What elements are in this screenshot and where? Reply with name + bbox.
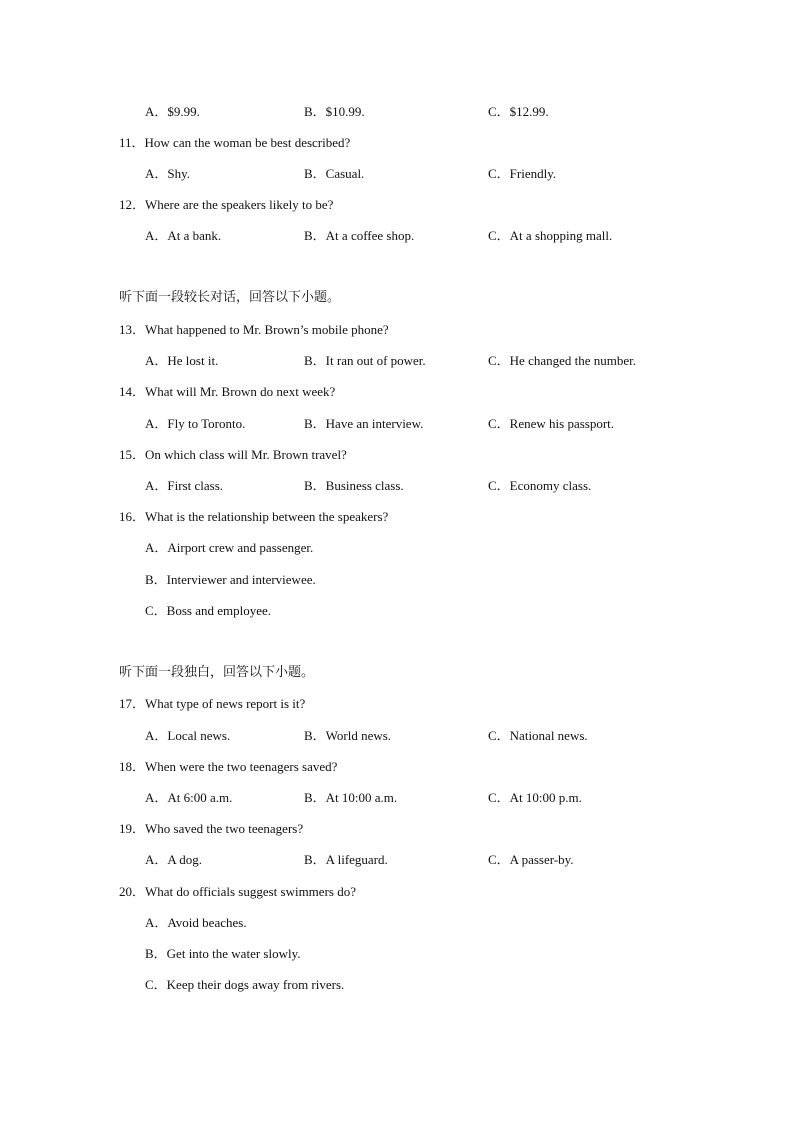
q10-option-a: A．$9.99.	[145, 104, 200, 119]
q20-option-b: B．Get into the water slowly.	[145, 946, 301, 961]
q12-option-a: A．At a bank.	[145, 228, 222, 243]
question-12: 12．Where are the speakers likely to be?	[119, 197, 334, 212]
q19-option-a: A．A dog.	[145, 852, 203, 867]
q12-option-c: C．At a shopping mall.	[488, 228, 613, 243]
q15-option-c: C．Economy class.	[488, 478, 592, 493]
q14-option-b: B．Have an interview.	[304, 416, 424, 431]
q13-option-c: C．He changed the number.	[488, 353, 637, 368]
question-18: 18．When were the two teenagers saved?	[119, 759, 338, 774]
question-19: 19．Who saved the two teenagers?	[119, 821, 304, 836]
question-14: 14．What will Mr. Brown do next week?	[119, 384, 336, 399]
q16-option-b: B．Interviewer and interviewee.	[145, 572, 316, 587]
q17-option-c: C．National news.	[488, 728, 588, 743]
q11-option-a: A．Shy.	[145, 166, 191, 181]
question-20: 20．What do officials suggest swimmers do?	[119, 884, 356, 899]
q12-option-b: B．At a coffee shop.	[304, 228, 415, 243]
q17-option-a: A．Local news.	[145, 728, 231, 743]
q18-option-b: B．At 10:00 a.m.	[304, 790, 398, 805]
question-17: 17．What type of news report is it?	[119, 696, 306, 711]
q15-option-a: A．First class.	[145, 478, 224, 493]
q18-option-a: A．At 6:00 a.m.	[145, 790, 233, 805]
q13-option-a: A．He lost it.	[145, 353, 219, 368]
q11-option-b: B．Casual.	[304, 166, 365, 181]
q14-option-c: C．Renew his passport.	[488, 416, 615, 431]
q14-option-a: A．Fly to Toronto.	[145, 416, 246, 431]
q16-option-a: A．Airport crew and passenger.	[145, 540, 314, 555]
q17-option-b: B．World news.	[304, 728, 392, 743]
question-13: 13．What happened to Mr. Brown’s mobile phone?	[119, 322, 389, 337]
q16-option-c: C．Boss and employee.	[145, 603, 272, 618]
section-header-monologue: 听下面一段独白，回答以下小题。	[119, 665, 315, 680]
question-16: 16．What is the relationship between the speakers?	[119, 509, 389, 524]
q13-option-b: B．It ran out of power.	[304, 353, 426, 368]
q18-option-c: C．At 10:00 p.m.	[488, 790, 582, 805]
question-11: 11．How can the woman be best described?	[119, 135, 351, 150]
section-header-dialogue: 听下面一段较长对话，回答以下小题。	[119, 290, 341, 305]
q20-option-a: A．Avoid beaches.	[145, 915, 247, 930]
q10-option-c: C．$12.99.	[488, 104, 549, 119]
q19-option-c: C．A passer-by.	[488, 852, 574, 867]
q11-option-c: C．Friendly.	[488, 166, 557, 181]
q19-option-b: B．A lifeguard.	[304, 852, 388, 867]
q20-option-c: C．Keep their dogs away from rivers.	[145, 977, 345, 992]
q10-option-b: B．$10.99.	[304, 104, 365, 119]
question-15: 15．On which class will Mr. Brown travel?	[119, 447, 347, 462]
q15-option-b: B．Business class.	[304, 478, 404, 493]
